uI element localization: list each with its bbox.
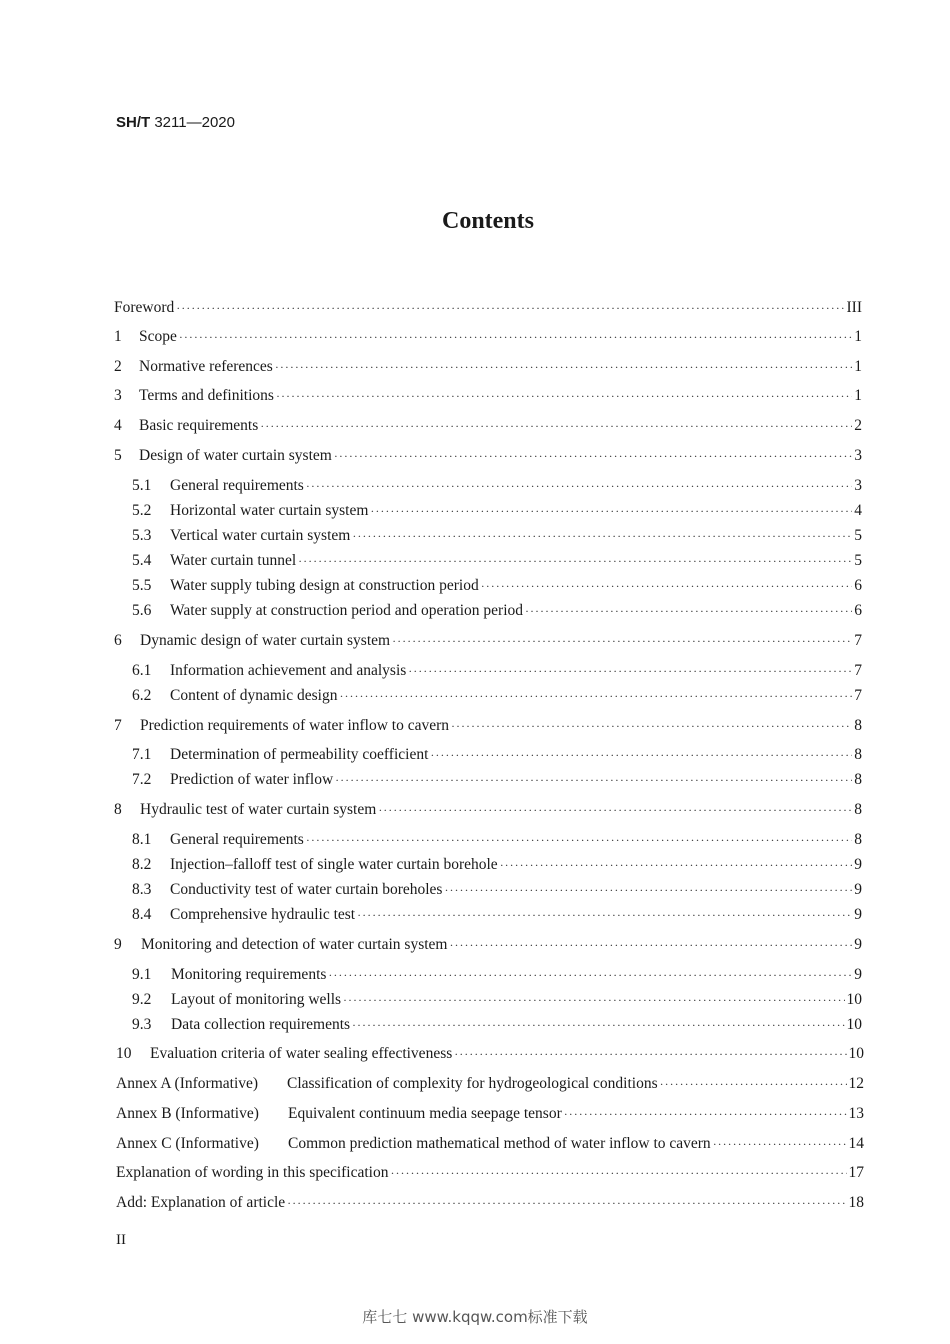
toc-number: 3 [114,387,122,404]
toc-page: 8 [854,831,862,848]
toc-leader [444,879,852,901]
toc-subentry[interactable] [132,1014,862,1036]
toc-leader [352,525,852,547]
toc-number: 5.6 [132,602,152,619]
toc-number: 5.4 [132,552,152,569]
toc-leader [179,326,852,348]
toc-page: 2 [854,417,862,434]
toc-label: Prediction of water inflow [170,771,334,788]
toc-subentry[interactable] [132,500,862,522]
toc-leader [454,1043,846,1065]
toc-page: 3 [854,477,862,494]
toc-label: Prediction requirements of water inflow to cavern [140,717,450,734]
toc-page: 7 [854,687,862,704]
toc-number: 9.2 [132,991,152,1008]
toc-annex-entry[interactable] [116,1073,864,1095]
toc-leader [525,600,852,622]
toc-label: Data collection requirements [171,1016,351,1033]
toc-number: 8 [114,801,122,818]
toc-number: 9.1 [132,966,152,983]
page-title: Contents [441,208,534,234]
toc-number: 5.1 [132,477,152,494]
toc-number: 9 [114,936,122,953]
toc-label: Scope [139,328,177,345]
toc-label: Foreword [114,299,175,316]
toc-annex-number: Annex C (Informative) [116,1135,259,1152]
toc-number: 5 [114,447,122,464]
toc-annex-entry[interactable] [116,1103,864,1125]
toc-label: Layout of monitoring wells [171,991,342,1008]
toc-label: Classification of complexity for hydrogeological conditions [287,1075,658,1092]
standard-prefix: SH/T [116,114,151,131]
toc-page: 1 [854,387,862,404]
toc-leader [660,1073,847,1095]
toc-page: 17 [848,1164,864,1181]
toc-page: 8 [854,771,862,788]
toc-entry[interactable] [114,630,862,652]
toc-label: Dynamic design of water curtain system [140,632,391,649]
toc-label: Evaluation criteria of water sealing effectiveness [150,1045,453,1062]
toc-entry[interactable] [114,415,862,437]
watermark-text: 库七七 www.kqqw.com标准下载 [362,1308,588,1326]
toc-subentry[interactable] [132,685,862,707]
toc-page: 8 [854,717,862,734]
toc-label: Hydraulic test of water curtain system [140,801,377,818]
toc-label: Design of water curtain system [139,447,332,464]
toc-page: 9 [854,966,862,983]
toc-number: 5.5 [132,577,152,594]
toc-label: Water supply tubing design at construction period [170,577,479,594]
toc-annex-number: Annex B (Informative) [116,1105,259,1122]
toc-label: Determination of permeability coefficient [170,746,429,763]
toc-subentry[interactable] [132,600,862,622]
toc-page: 10 [846,991,862,1008]
toc-label: Water curtain tunnel [170,552,297,569]
toc-entry[interactable] [114,445,862,467]
toc-number: 4 [114,417,122,434]
toc-leader [276,385,852,407]
toc-label: Information achievement and analysis [170,662,407,679]
toc-page: 1 [854,328,862,345]
toc-subentry[interactable] [132,829,862,851]
toc-leader [370,500,852,522]
toc-label: Conductivity test of water curtain boreholes [170,881,443,898]
toc-subentry[interactable] [132,575,862,597]
toc-leader [306,475,852,497]
toc-number: 1 [114,328,122,345]
toc-page: 18 [848,1194,864,1211]
toc-label: Explanation of wording in this specification [116,1164,389,1181]
toc-leader [481,575,853,597]
toc-entry[interactable] [114,715,862,737]
toc-leader [713,1133,847,1155]
toc-entry[interactable] [114,326,862,348]
toc-number: 8.4 [132,906,152,923]
toc-leader [390,1162,846,1184]
toc-leader [451,715,852,737]
toc-annex-number: Annex A (Informative) [116,1075,259,1092]
toc-subentry[interactable] [132,525,862,547]
toc-subentry[interactable] [132,744,862,766]
toc-number: 7 [114,717,122,734]
toc-subentry[interactable] [132,989,862,1011]
toc-page: 9 [854,856,862,873]
toc-entry[interactable] [116,1192,864,1214]
toc-leader [275,356,852,378]
toc-number: 6.1 [132,662,152,679]
toc-leader [298,550,852,572]
toc-number: 6.2 [132,687,152,704]
toc-page: 12 [848,1075,864,1092]
toc-leader [430,744,852,766]
page-number: II [116,1232,126,1248]
toc-leader [260,415,852,437]
toc-number: 2 [114,358,122,375]
standard-suffix: 3211—2020 [150,114,235,131]
toc-leader [306,829,852,851]
toc-number: 7.1 [132,746,152,763]
toc-leader [352,1014,844,1036]
toc-number: 8.2 [132,856,152,873]
toc-page: 7 [854,632,862,649]
toc-number: 8.1 [132,831,152,848]
toc-page: III [846,299,862,316]
toc-label: Vertical water curtain system [170,527,351,544]
toc-subentry[interactable] [132,660,862,682]
toc-number: 5.3 [132,527,152,544]
toc-page: 6 [854,602,862,619]
toc-subentry[interactable] [132,964,862,986]
toc-label: General requirements [170,477,304,494]
toc-page: 5 [854,527,862,544]
toc-page: 9 [854,881,862,898]
toc-page: 3 [854,447,862,464]
toc-entry[interactable] [114,934,862,956]
toc-leader [287,1192,846,1214]
toc-entry[interactable] [116,1043,864,1065]
toc-entry[interactable] [114,356,862,378]
toc-leader [334,445,852,467]
toc-label: Comprehensive hydraulic test [170,906,356,923]
toc-page: 8 [854,746,862,763]
toc-label: Common prediction mathematical method of water inflow to cavern [288,1135,711,1152]
toc-leader [343,989,844,1011]
toc-leader [449,934,852,956]
toc-leader [564,1103,847,1125]
toc-number: 5.2 [132,502,152,519]
toc-leader [357,904,852,926]
toc-label: Monitoring requirements [171,966,327,983]
toc-subentry[interactable] [132,854,862,876]
toc-subentry[interactable] [132,769,862,791]
toc-leader [378,799,852,821]
toc-page: 8 [854,801,862,818]
toc-number: 10 [116,1045,132,1062]
toc-label: Water supply at construction period and operation period [170,602,523,619]
toc-subentry[interactable] [132,550,862,572]
toc-subentry[interactable] [132,879,862,901]
toc-label: Add: Explanation of article [116,1194,286,1211]
toc-leader [500,854,853,876]
toc-page: 7 [854,662,862,679]
toc-label: Basic requirements [139,417,259,434]
toc-number: 9.3 [132,1016,152,1033]
toc-number: 7.2 [132,771,152,788]
toc-label: Normative references [139,358,273,375]
toc-page: 13 [848,1105,864,1122]
toc-label: General requirements [170,831,304,848]
toc-leader [392,630,852,652]
toc-entry[interactable] [114,799,862,821]
toc-subentry[interactable] [132,475,862,497]
toc-page: 10 [846,1016,862,1033]
toc-entry[interactable] [116,1162,864,1184]
toc-subentry[interactable] [132,904,862,926]
toc-page: 14 [848,1135,864,1152]
toc-entry-foreword[interactable] [114,297,862,319]
toc-page: 4 [854,502,862,519]
toc-leader [408,660,852,682]
toc-label: Monitoring and detection of water curtain system [141,936,448,953]
toc-number: 8.3 [132,881,152,898]
toc-label: Horizontal water curtain system [170,502,369,519]
toc-page: 9 [854,906,862,923]
toc-page: 6 [854,577,862,594]
toc-annex-entry[interactable] [116,1133,864,1155]
toc-leader [328,964,852,986]
toc-page: 9 [854,936,862,953]
toc-page: 1 [854,358,862,375]
toc-leader [176,297,844,319]
toc-leader [335,769,852,791]
toc-label: Terms and definitions [139,387,274,404]
toc-label: Injection–falloff test of single water curtain borehole [170,856,498,873]
toc-number: 6 [114,632,122,649]
toc-entry[interactable] [114,385,862,407]
toc-page: 10 [848,1045,864,1062]
toc-leader [339,685,852,707]
toc-page: 5 [854,552,862,569]
toc-label: Equivalent continuum media seepage tensor [288,1105,562,1122]
toc-label: Content of dynamic design [170,687,338,704]
